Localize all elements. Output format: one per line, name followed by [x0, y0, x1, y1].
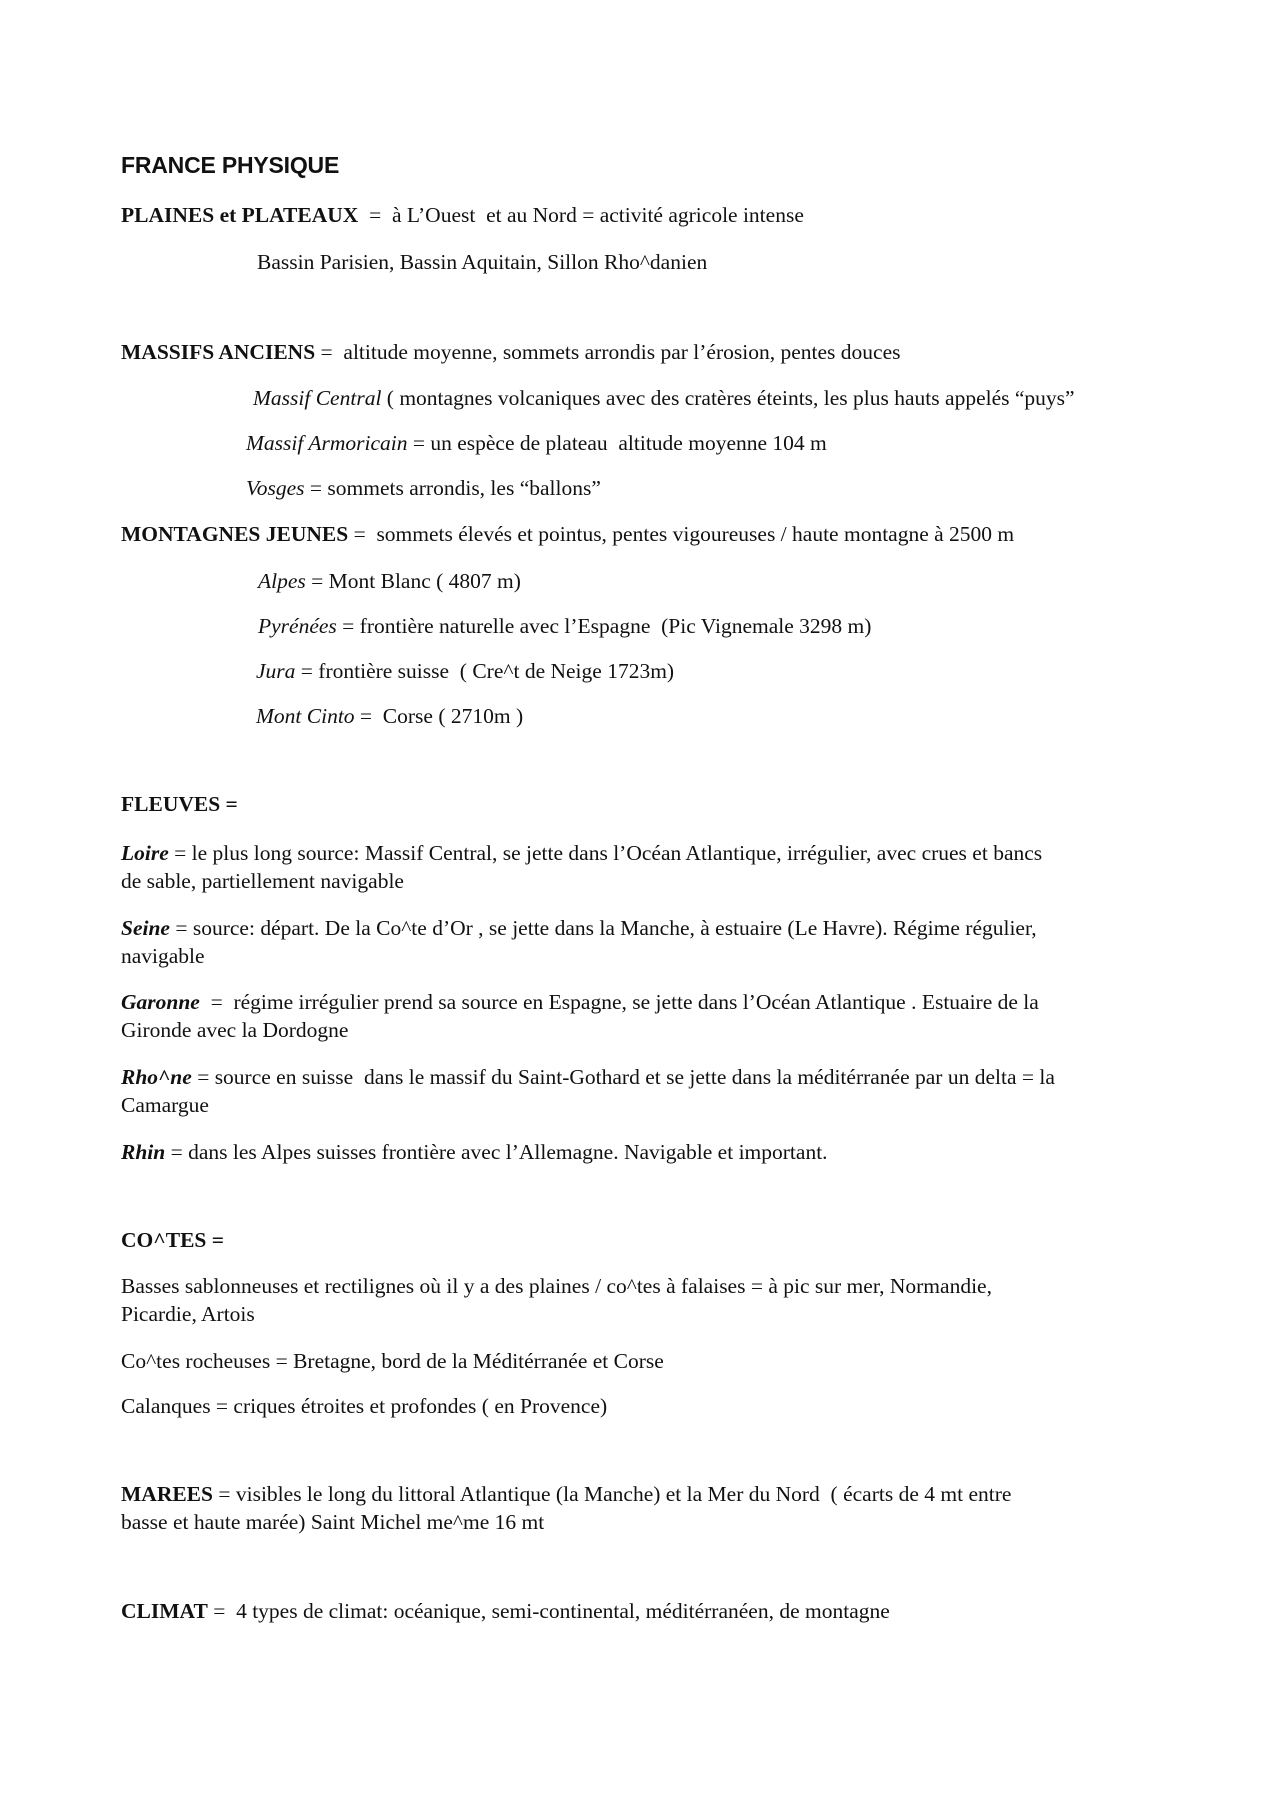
massif-armoricain-name: Massif Armoricain	[246, 431, 408, 455]
marees-line1	[121, 1480, 1011, 1508]
montagnes-text: = sommets élevés et pointus, pentes vigoureuses / haute montagne à 2500 m	[348, 522, 1015, 546]
vosges-text: = sommets arrondis, les “ballons”	[304, 476, 601, 500]
loire-text: = le plus long source: Massif Central, se jette dans l’Océan Atlantique, irrégulier, avec crues et bancs	[168, 841, 1043, 865]
plaines-line	[121, 201, 804, 229]
mont-cinto-line	[256, 702, 523, 730]
montagnes-label: MONTAGNES JEUNES	[121, 522, 349, 546]
garonne-line2: Gironde avec la Dordogne	[121, 1018, 349, 1042]
jura-text: = frontière suisse ( Cre^t de Neige 1723m)	[295, 659, 675, 683]
plaines-label: PLAINES et PLATEAUX	[121, 203, 359, 227]
massif-central-line	[253, 384, 1075, 412]
vosges-name: Vosges	[246, 476, 305, 500]
rhin-text: = dans les Alpes suisses frontière avec l’Allemagne. Navigable et important.	[165, 1140, 828, 1164]
seine-text: = source: départ. De la Co^te d’Or , se jette dans la Manche, à estuaire (Le Havre). Régime régulier,	[169, 916, 1037, 940]
cotes-heading-text: CO^TES =	[121, 1228, 225, 1252]
loire-line2: de sable, partiellement navigable	[121, 869, 404, 893]
mont-cinto-name: Mont Cinto	[256, 704, 355, 728]
massif-armoricain-text: = un espèce de plateau altitude moyenne 104 m	[407, 431, 827, 455]
seine-line1	[121, 914, 1037, 942]
loire-line1	[121, 839, 1042, 867]
plaines-detail: Bassin Parisien, Bassin Aquitain, Sillon Rho^danien	[257, 250, 708, 274]
page-title: FRANCE PHYSIQUE	[121, 152, 340, 178]
rhin-name: Rhin	[121, 1140, 166, 1164]
rhone-line1	[121, 1063, 1055, 1091]
cotes-heading	[121, 1226, 224, 1254]
climat-text: = 4 types de climat: océanique, semi-continental, méditérranéen, de montagne	[207, 1599, 890, 1623]
cotes-p1-line1: Basses sablonneuses et rectilignes où il y a des plaines / co^tes à falaises = à pic sur mer, Normandie,	[121, 1274, 992, 1298]
cotes-p1-line2: Picardie, Artois	[121, 1302, 255, 1326]
marees-label: MAREES	[121, 1482, 213, 1506]
rhone-name: Rho^ne	[121, 1065, 192, 1089]
garonne-text: = régime irrégulier prend sa source en Espagne, se jette dans l’Océan Atlantique . Estuaire de la	[199, 990, 1039, 1014]
seine-name: Seine	[121, 916, 170, 940]
garonne-name: Garonne	[121, 990, 200, 1014]
climat-label: CLIMAT	[121, 1599, 208, 1623]
rhone-line2: Camargue	[121, 1093, 209, 1117]
massif-central-name: Massif Central	[253, 386, 382, 410]
seine-line2: navigable	[121, 944, 205, 968]
garonne-line1	[121, 988, 1039, 1016]
rhone-text: = source en suisse dans le massif du Saint-Gothard et se jette dans la méditérranée par un delta = la	[191, 1065, 1055, 1089]
fleuves-heading-text: FLEUVES =	[121, 792, 238, 816]
cotes-p2: Co^tes rocheuses = Bretagne, bord de la Méditérranée et Corse	[121, 1349, 664, 1373]
jura-name: Jura	[256, 659, 296, 683]
marees-text: = visibles le long du littoral Atlantique (la Manche) et la Mer du Nord ( écarts de 4 mt entre	[212, 1482, 1012, 1506]
vosges-line	[246, 474, 601, 502]
mont-cinto-text: = Corse ( 2710m )	[354, 704, 524, 728]
cotes-p3: Calanques = criques étroites et profondes ( en Provence)	[121, 1394, 608, 1418]
pyrenees-line	[258, 612, 871, 640]
massif-armoricain-line	[246, 429, 827, 457]
massifs-label: MASSIFS ANCIENS	[121, 340, 316, 364]
jura-line	[256, 657, 674, 685]
fleuves-heading	[121, 790, 238, 818]
marees-line2: basse et haute marée) Saint Michel me^me 16 mt	[121, 1510, 545, 1534]
loire-name: Loire	[121, 841, 169, 865]
plaines-text: = à L’Ouest et au Nord = activité agricole intense	[358, 203, 804, 227]
massifs-line	[121, 338, 900, 366]
pyrenees-text: = frontière naturelle avec l’Espagne (Pic Vignemale 3298 m)	[336, 614, 872, 638]
alpes-line	[258, 567, 521, 595]
climat-line	[121, 1597, 890, 1625]
massif-central-text: ( montagnes volcaniques avec des cratères éteints, les plus hauts appelés “puys”	[381, 386, 1075, 410]
alpes-text: = Mont Blanc ( 4807 m)	[305, 569, 521, 593]
rhin-line1	[121, 1138, 828, 1166]
montagnes-line	[121, 520, 1014, 548]
pyrenees-name: Pyrénées	[258, 614, 337, 638]
alpes-name: Alpes	[258, 569, 306, 593]
massifs-text: = altitude moyenne, sommets arrondis par l’érosion, pentes douces	[315, 340, 901, 364]
